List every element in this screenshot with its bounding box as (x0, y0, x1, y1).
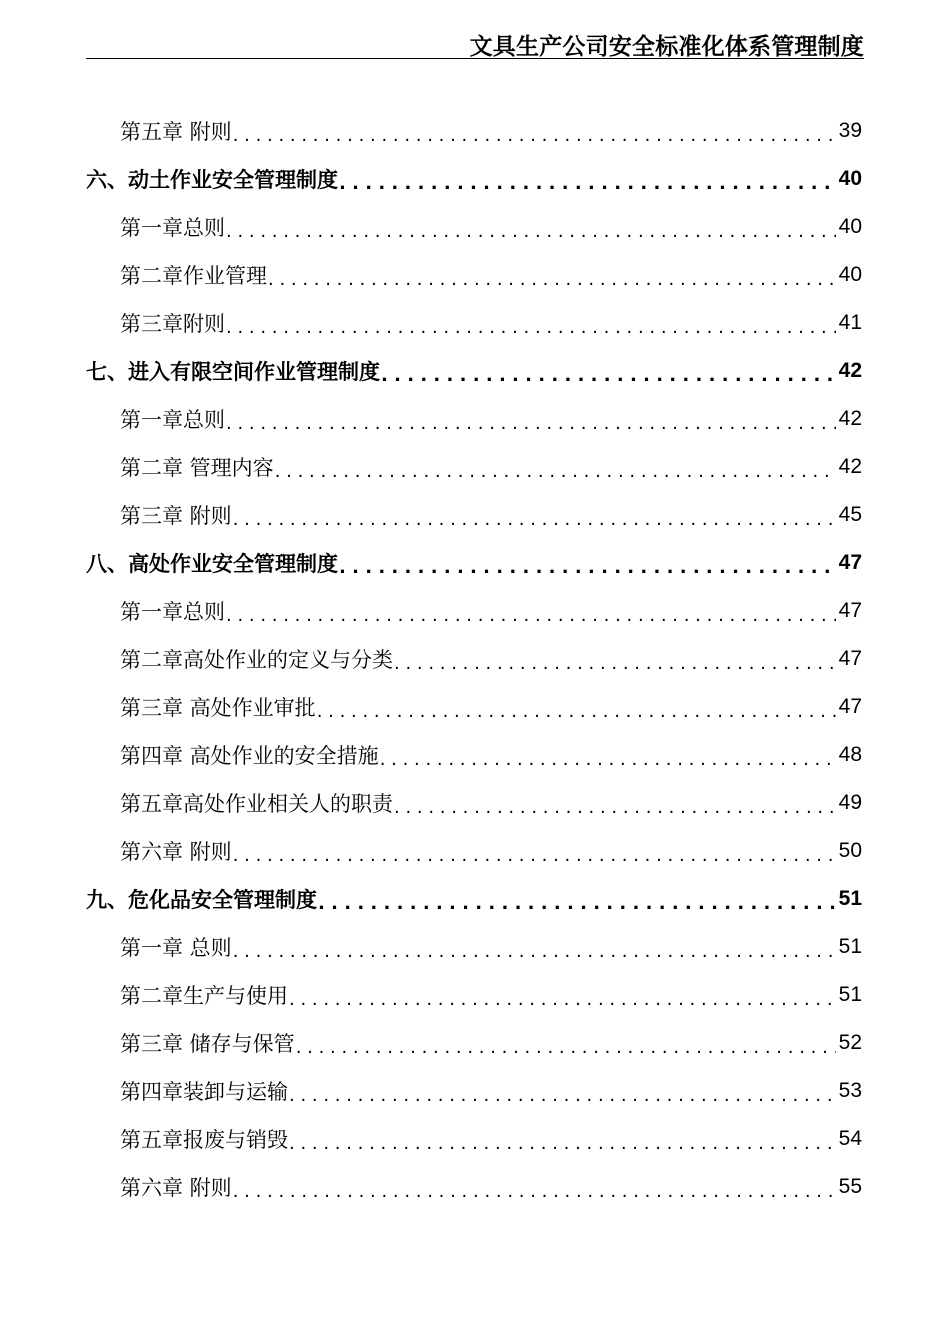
toc-entry-page: 55 (838, 1175, 862, 1198)
toc-dot-leader (339, 173, 836, 194)
toc-entry-page: 47 (838, 647, 862, 670)
toc-entry-page: 40 (838, 215, 862, 238)
toc-entry-title: 第五章 附则 (120, 120, 232, 144)
toc-entry-page: 47 (838, 551, 862, 574)
toc-dot-leader (233, 509, 836, 530)
toc-entry-title: 第四章 高处作业的安全措施 (120, 744, 379, 768)
toc-entry-page: 39 (838, 119, 862, 142)
toc-entry-title: 九、危化品安全管理制度 (86, 888, 317, 912)
toc-entry-title: 第二章 管理内容 (120, 456, 274, 480)
toc-dot-leader (233, 845, 836, 866)
toc-entry-page: 47 (838, 695, 862, 718)
toc-entry-title: 第三章 高处作业审批 (120, 696, 316, 720)
toc-dot-leader (289, 989, 836, 1010)
toc-entry-page: 54 (838, 1127, 862, 1150)
toc-entry-title: 第六章 附则 (120, 1176, 232, 1200)
toc-dot-leader (233, 1181, 836, 1202)
toc-entry-page: 51 (838, 887, 862, 910)
toc-entry[interactable] (120, 923, 862, 971)
toc-entry-title: 第一章总则 (120, 408, 225, 432)
toc-entry[interactable] (120, 203, 862, 251)
toc-entry-page: 53 (838, 1079, 862, 1102)
toc-entry-page: 42 (838, 455, 862, 478)
toc-entry[interactable] (120, 731, 862, 779)
toc-entry-title: 第三章 附则 (120, 504, 232, 528)
toc-entry[interactable] (120, 827, 862, 875)
page-header (86, 28, 864, 59)
toc-entry[interactable] (120, 971, 862, 1019)
toc-dot-leader (289, 1133, 836, 1154)
toc-entry[interactable] (120, 1067, 862, 1115)
toc-entry-title: 第二章生产与使用 (120, 984, 288, 1008)
toc-entry-page: 47 (838, 599, 862, 622)
toc-entry-title: 第二章高处作业的定义与分类 (120, 648, 393, 672)
toc-entry[interactable] (120, 635, 862, 683)
toc-entry[interactable] (120, 1163, 862, 1211)
toc-entry[interactable] (120, 587, 862, 635)
toc-dot-leader (226, 221, 836, 242)
toc-entry-page: 45 (838, 503, 862, 526)
toc-entry-title: 第二章作业管理 (120, 264, 267, 288)
toc-dot-leader (226, 317, 836, 338)
toc-entry[interactable] (86, 347, 862, 395)
toc-dot-leader (296, 1037, 836, 1058)
toc-dot-leader (289, 1085, 836, 1106)
toc-entry[interactable] (120, 395, 862, 443)
toc-dot-leader (226, 605, 836, 626)
toc-dot-leader (394, 797, 836, 818)
toc-entry[interactable] (120, 443, 862, 491)
toc-dot-leader (381, 365, 836, 386)
toc-dot-leader (233, 941, 836, 962)
toc-entry-page: 51 (838, 935, 862, 958)
toc-dot-leader (275, 461, 836, 482)
toc-entry[interactable] (120, 491, 862, 539)
toc-entry[interactable] (86, 875, 862, 923)
toc-entry-page: 52 (838, 1031, 862, 1054)
toc-entry-title: 第三章 储存与保管 (120, 1032, 295, 1056)
toc-entry-title: 第六章 附则 (120, 840, 232, 864)
toc-entry-page: 49 (838, 791, 862, 814)
toc-entry-title: 第五章高处作业相关人的职责 (120, 792, 393, 816)
toc-entry-page: 41 (838, 311, 862, 334)
toc-entry-title: 第五章报废与销毁 (120, 1128, 288, 1152)
toc-entry-title: 第三章附则 (120, 312, 225, 336)
toc-entry[interactable] (120, 107, 862, 155)
toc-entry-title: 七、进入有限空间作业管理制度 (86, 360, 380, 384)
toc-entry[interactable] (120, 683, 862, 731)
toc-dot-leader (226, 413, 836, 434)
toc-entry[interactable] (120, 1019, 862, 1067)
toc-entry-title: 第一章 总则 (120, 936, 232, 960)
toc-entry-page: 50 (838, 839, 862, 862)
toc-entry-page: 51 (838, 983, 862, 1006)
toc-dot-leader (394, 653, 836, 674)
toc-entry[interactable] (86, 155, 862, 203)
toc-entry[interactable] (86, 539, 862, 587)
toc-dot-leader (233, 125, 836, 146)
toc-dot-leader (380, 749, 836, 770)
toc-entry[interactable] (120, 251, 862, 299)
toc-entry-title: 八、高处作业安全管理制度 (86, 552, 338, 576)
toc-entry[interactable] (120, 779, 862, 827)
toc-entry-page: 42 (838, 359, 862, 382)
toc-dot-leader (317, 701, 836, 722)
toc-entry-title: 第一章总则 (120, 600, 225, 624)
toc-dot-leader (268, 269, 836, 290)
toc-entry-title: 第一章总则 (120, 216, 225, 240)
toc-entry-title: 第四章装卸与运输 (120, 1080, 288, 1104)
toc-dot-leader (339, 557, 836, 578)
toc-entry-title: 六、动土作业安全管理制度 (86, 168, 338, 192)
toc-entry-page: 42 (838, 407, 862, 430)
toc-entry[interactable] (120, 299, 862, 347)
document-title: 文具生产公司安全标准化体系管理制度 (469, 34, 864, 60)
toc-entry-page: 40 (838, 167, 862, 190)
toc-entry-page: 40 (838, 263, 862, 286)
toc-entry[interactable] (120, 1115, 862, 1163)
toc-entry-page: 48 (838, 743, 862, 766)
toc-dot-leader (318, 893, 836, 914)
